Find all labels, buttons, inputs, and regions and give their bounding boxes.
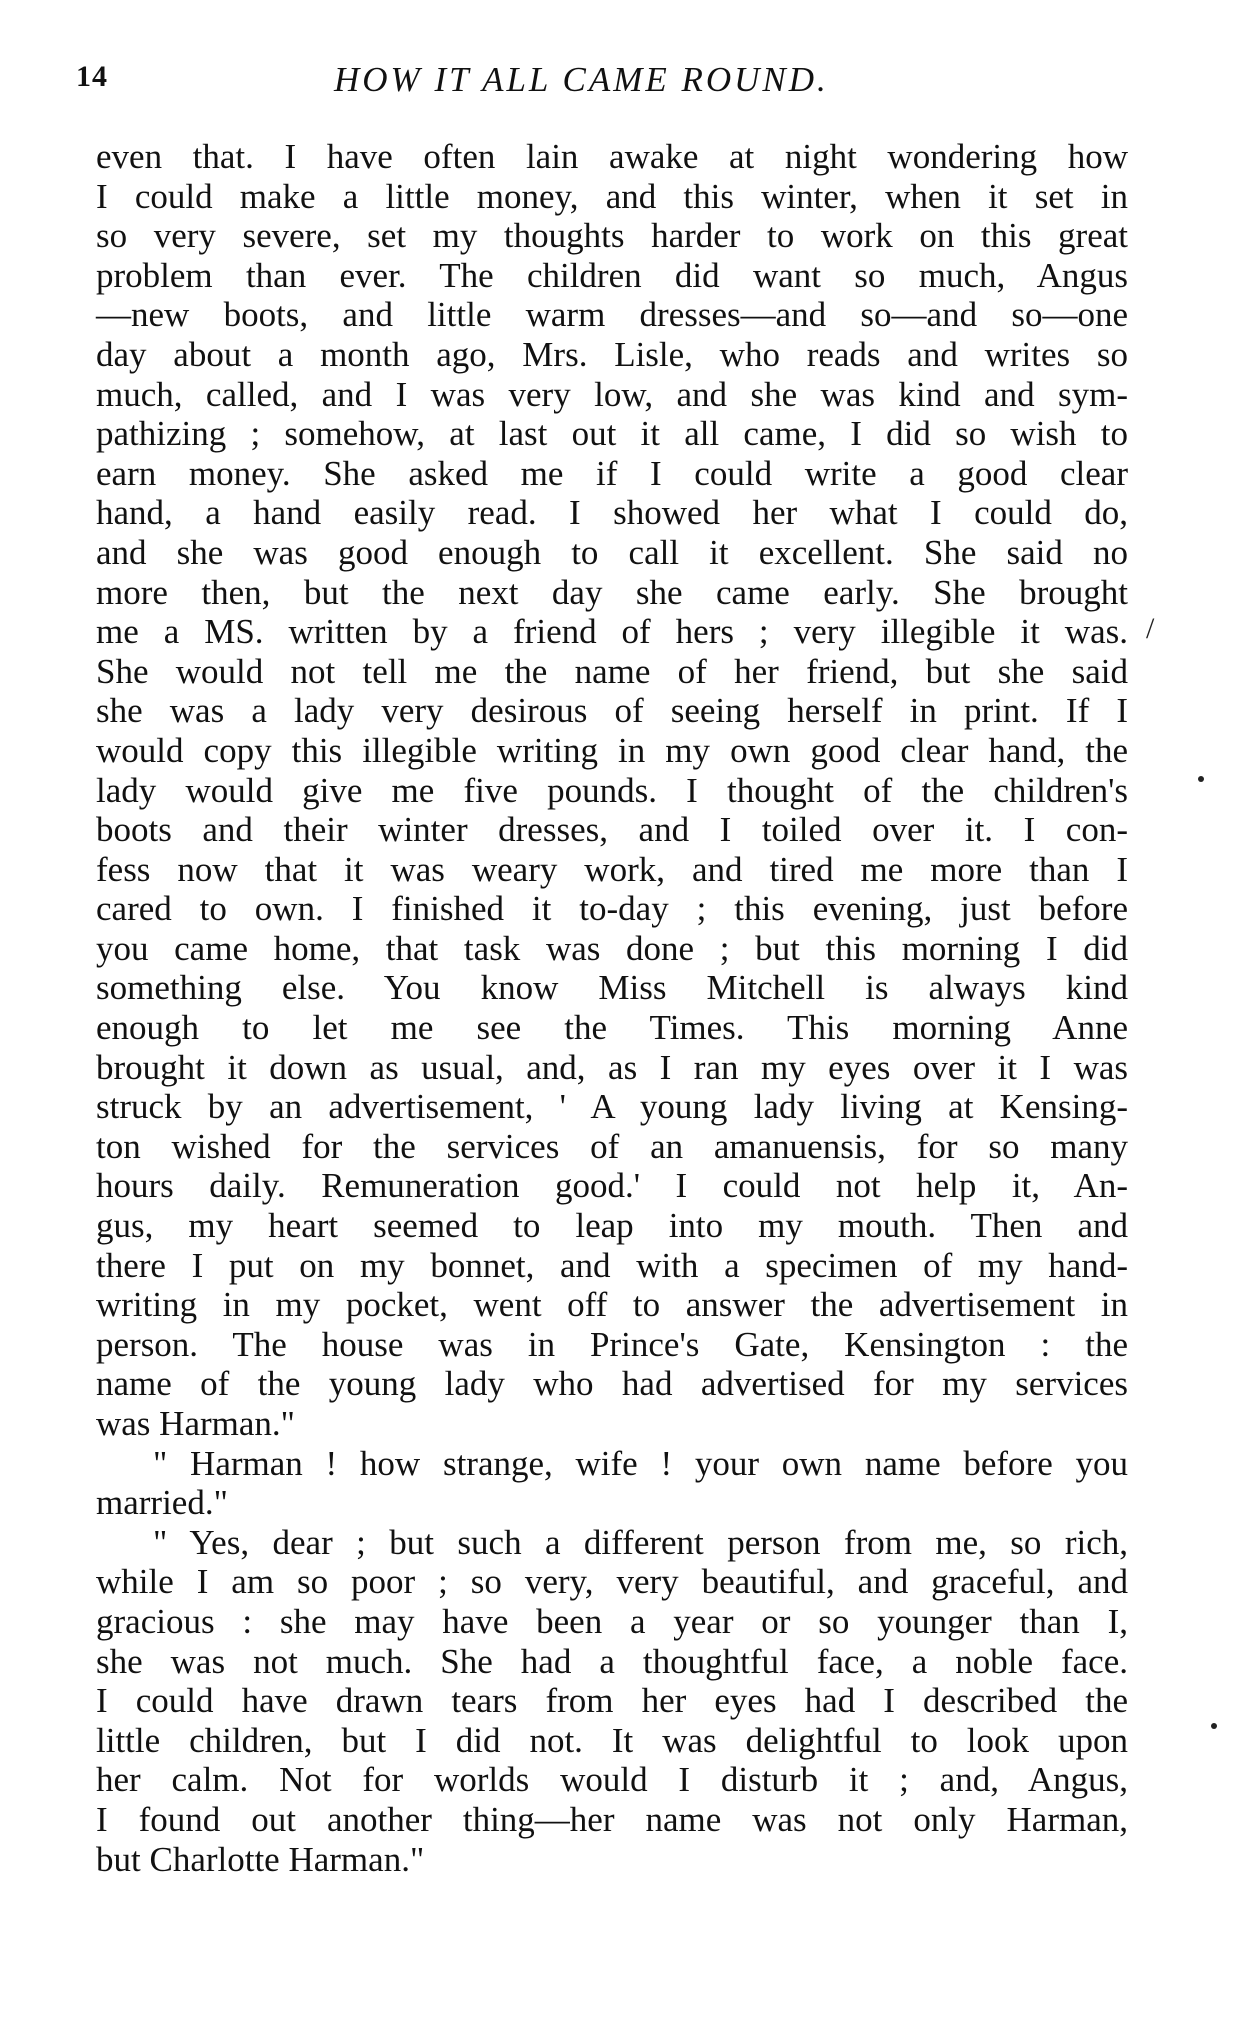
text-line: earn money. She asked me if I could write a good clear <box>96 453 1128 493</box>
running-head <box>76 60 1126 104</box>
margin-mark: / <box>1146 612 1155 645</box>
text-line: brought it down as usual, and, as I ran my eyes over it I was <box>96 1047 1128 1087</box>
text-line: person. The house was in Prince's Gate, Kensington : the <box>96 1324 1128 1364</box>
text-line: fess now that it was weary work, and tired me more than I <box>96 849 1128 889</box>
text-line: and she was good enough to call it excellent. She said no <box>96 532 1128 572</box>
text-line: name of the young lady who had advertised for my services <box>96 1364 1128 1404</box>
text-line: much, called, and I was very low, and she was kind and sym- <box>96 374 1128 414</box>
text-line: enough to let me see the Times. This morning Anne <box>96 1008 1128 1048</box>
text-line: —new boots, and little warm dresses—and so—and so—one <box>96 295 1128 335</box>
text-line: something else. You know Miss Mitchell is always kind <box>96 968 1128 1008</box>
text-line: little children, but I did not. It was delightful to look upon <box>96 1720 1128 1760</box>
text-line: she was not much. She had a thoughtful face, a noble face. <box>96 1641 1128 1681</box>
text-line: boots and their winter dresses, and I toiled over it. I con- <box>96 810 1128 850</box>
margin-dot <box>1198 776 1204 782</box>
text-line: ton wished for the services of an amanuensis, for so many <box>96 1126 1128 1166</box>
text-line: there I put on my bonnet, and with a specimen of my hand- <box>96 1245 1128 1285</box>
text-line: hours daily. Remuneration good.' I could not help it, An- <box>96 1166 1128 1206</box>
text-line: cared to own. I finished it to-day ; this evening, just before <box>96 889 1128 929</box>
running-title: HOW IT ALL CAME ROUND. <box>334 60 829 99</box>
text-line: her calm. Not for worlds would I disturb it ; and, Angus, <box>96 1760 1128 1800</box>
text-line: more then, but the next day she came early. She brought <box>96 572 1128 612</box>
text-line: was Harman." <box>96 1404 295 1443</box>
text-line: struck by an advertisement, ' A young lady living at Kensing- <box>96 1087 1128 1127</box>
text-line: " Yes, dear ; but such a different person from me, so rich, <box>153 1522 1128 1562</box>
text-line: day about a month ago, Mrs. Lisle, who reads and writes so <box>96 334 1128 374</box>
body-text <box>96 137 1128 1879</box>
text-line: I found out another thing—her name was not only Harman, <box>96 1799 1128 1839</box>
text-line: so very severe, set my thoughts harder to work on this great <box>96 216 1128 256</box>
text-line: she was a lady very desirous of seeing herself in print. If I <box>96 691 1128 731</box>
text-line: I could have drawn tears from her eyes had I described the <box>96 1681 1128 1721</box>
text-line: hand, a hand easily read. I showed her what I could do, <box>96 493 1128 533</box>
text-line: even that. I have often lain awake at night wondering how <box>96 137 1128 176</box>
text-line: gracious : she may have been a year or so younger than I, <box>96 1601 1128 1641</box>
text-line: you came home, that task was done ; but this morning I did <box>96 928 1128 968</box>
text-line: gus, my heart seemed to leap into my mouth. Then and <box>96 1206 1128 1246</box>
text-line: pathizing ; somehow, at last out it all came, I did so wish to <box>96 414 1128 454</box>
text-line: married." <box>96 1483 228 1523</box>
margin-dot <box>1211 1723 1217 1729</box>
text-line: while I am so poor ; so very, very beautiful, and graceful, and <box>96 1562 1128 1602</box>
text-line: writing in my pocket, went off to answer the advertisement in <box>96 1285 1128 1325</box>
text-line: I could make a little money, and this winter, when it set in <box>96 176 1128 216</box>
text-line: She would not tell me the name of her friend, but she said <box>96 651 1128 691</box>
page-number: 14 <box>76 60 108 93</box>
text-line: would copy this illegible writing in my own good clear hand, the <box>96 730 1128 770</box>
text-line: problem than ever. The children did want so much, Angus <box>96 255 1128 295</box>
text-line: " Harman ! how strange, wife ! your own name before you <box>153 1443 1128 1483</box>
text-line: me a MS. written by a friend of hers ; very illegible it was. <box>96 612 1128 652</box>
text-line: lady would give me five pounds. I thought of the children's <box>96 770 1128 810</box>
text-line: but Charlotte Harman." <box>96 1839 425 1879</box>
